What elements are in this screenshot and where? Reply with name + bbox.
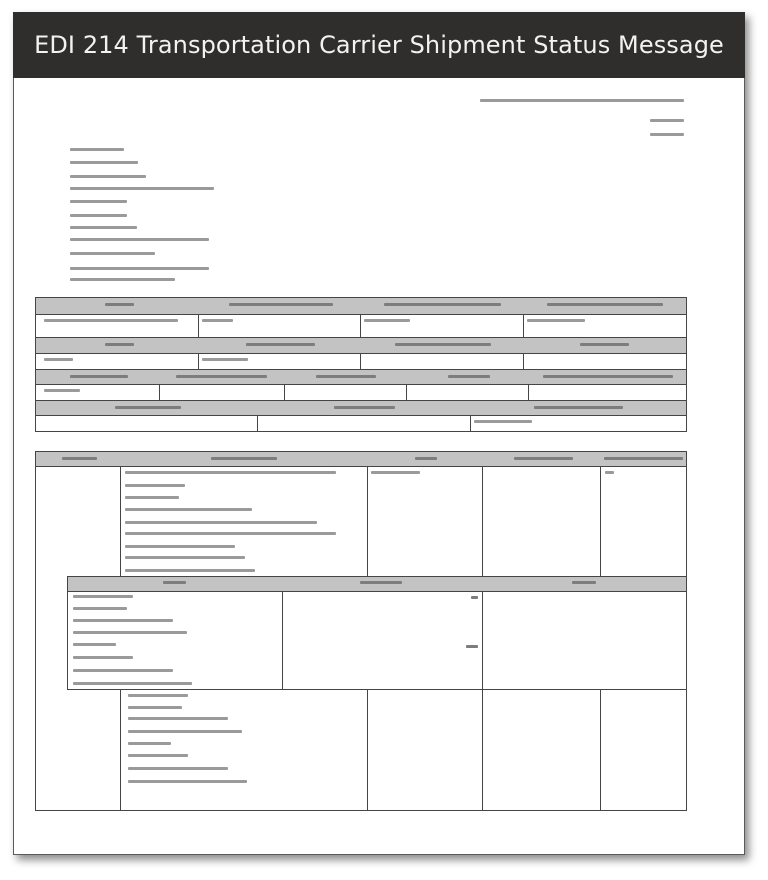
address-line (70, 148, 124, 151)
column-header-label (448, 375, 490, 378)
detail-line (73, 607, 127, 610)
cell-divider (257, 415, 258, 431)
address-line (70, 226, 137, 229)
cell-divider (198, 353, 199, 369)
cell-value (605, 471, 614, 474)
column-header-label (176, 375, 267, 378)
description-line (128, 754, 188, 757)
column-header-label (163, 581, 186, 584)
description-line (125, 569, 255, 572)
detail-line (73, 619, 173, 622)
nested-header-row (67, 576, 687, 592)
column-divider (120, 689, 121, 810)
column-header-label (70, 375, 128, 378)
description-line (125, 556, 245, 559)
description-line (128, 742, 171, 745)
cell-value (202, 358, 248, 361)
column-header-label (316, 375, 376, 378)
table-header-row (35, 297, 687, 315)
column-header-label (547, 303, 663, 306)
column-header-label (534, 406, 623, 409)
column-divider (482, 466, 483, 576)
cell-divider (198, 314, 199, 337)
address-line (70, 187, 214, 190)
cell-divider (523, 353, 524, 369)
cell-value (202, 319, 233, 322)
column-divider (282, 591, 283, 689)
address-line (70, 252, 155, 255)
description-line (128, 730, 242, 733)
column-header-label (62, 457, 97, 460)
description-line (125, 496, 179, 499)
cell-divider (523, 314, 524, 337)
column-header-label (415, 457, 437, 460)
detail-line (73, 595, 133, 598)
table-data-row (35, 314, 687, 338)
column-header-label (360, 581, 402, 584)
column-header-label (580, 343, 629, 346)
cell-value (44, 319, 178, 322)
description-line (125, 484, 185, 487)
detail-line (73, 669, 173, 672)
column-header-label (105, 343, 134, 346)
address-line (70, 278, 175, 281)
cell-value (474, 420, 532, 423)
column-divider (120, 466, 121, 576)
column-header-label (105, 303, 134, 306)
column-header-label (572, 581, 596, 584)
description-line (125, 545, 235, 548)
description-line (125, 508, 252, 511)
detail-line (73, 656, 133, 659)
cell-value (471, 596, 478, 599)
cell-value (371, 471, 420, 474)
column-header-label (384, 303, 501, 306)
header-info-line (650, 119, 684, 122)
description-line (125, 521, 317, 524)
description-line (128, 780, 247, 783)
cell-divider (284, 384, 285, 400)
document-title: EDI 214 Transportation Carrier Shipment Status Message (34, 31, 724, 59)
description-line (125, 471, 336, 474)
column-divider (367, 689, 368, 810)
column-header-label (229, 303, 333, 306)
detail-line (73, 682, 192, 685)
column-header-label (115, 406, 181, 409)
cell-value (364, 319, 410, 322)
description-line (128, 717, 228, 720)
column-header-label (246, 343, 315, 346)
address-line (70, 175, 146, 178)
table-data-row (35, 384, 687, 401)
address-line (70, 161, 138, 164)
header-info-line (480, 99, 684, 102)
detail-line (73, 643, 116, 646)
column-divider (482, 591, 483, 689)
column-header-label (604, 457, 683, 460)
line-items-header-row (35, 451, 687, 467)
column-header-label (514, 457, 573, 460)
title-bar (13, 12, 745, 78)
header-info-line (650, 133, 684, 136)
cell-value (466, 645, 478, 648)
address-line (70, 238, 209, 241)
detail-line (73, 631, 187, 634)
table-data-row (35, 415, 687, 432)
cell-divider (470, 415, 471, 431)
address-line (70, 267, 209, 270)
cell-value (44, 389, 80, 392)
cell-divider (360, 353, 361, 369)
cell-divider (528, 384, 529, 400)
column-divider (600, 466, 601, 576)
address-line (70, 214, 127, 217)
column-divider (600, 689, 601, 810)
column-divider (367, 466, 368, 576)
description-line (128, 694, 188, 697)
cell-value (527, 319, 585, 322)
table-data-row (35, 353, 687, 370)
description-line (128, 767, 228, 770)
description-line (125, 532, 336, 535)
address-line (70, 200, 127, 203)
column-header-label (211, 457, 277, 460)
column-divider (482, 689, 483, 810)
cell-divider (159, 384, 160, 400)
cell-divider (360, 314, 361, 337)
column-header-label (395, 343, 491, 346)
cell-value (44, 358, 73, 361)
column-header-label (543, 375, 673, 378)
description-line (128, 706, 182, 709)
column-header-label (334, 406, 395, 409)
cell-divider (406, 384, 407, 400)
